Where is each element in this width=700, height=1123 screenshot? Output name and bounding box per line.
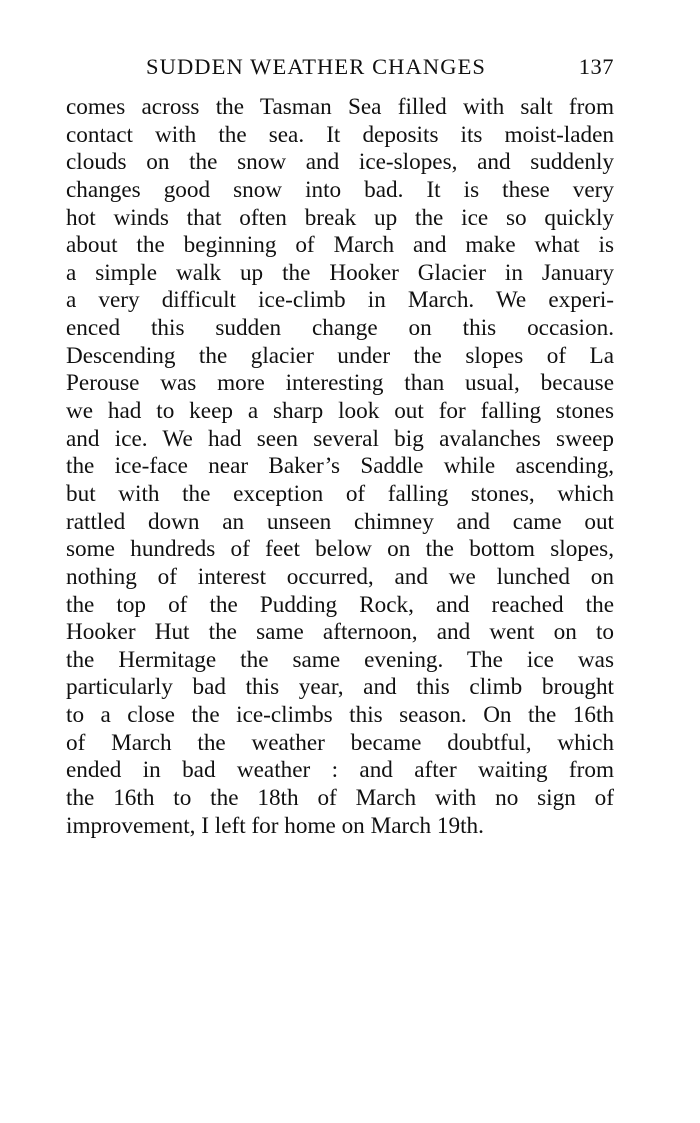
- text-line: clouds on the snow and ice-slopes, and suddenly: [66, 149, 614, 176]
- text-line: the ice-face near Baker’s Saddle while ascending,: [66, 453, 614, 480]
- text-line: changes good snow into bad. It is these very: [66, 176, 614, 203]
- page-number: 137: [578, 54, 614, 79]
- text-line: rattled down an unseen chimney and came out: [66, 508, 614, 535]
- text-line: to a close the ice-climbs this season. On the 16th: [66, 702, 614, 729]
- text-line: the top of the Pudding Rock, and reached the: [66, 591, 614, 618]
- text-line: the 16th to the 18th of March with no sign of: [66, 785, 614, 812]
- text-line: but with the exception of falling stones, which: [66, 480, 614, 507]
- body-paragraph: [66, 94, 614, 840]
- text-line: ended in bad weather : and after waiting from: [66, 757, 614, 784]
- text-line: Descending the glacier under the slopes of La: [66, 342, 614, 369]
- text-line: the Hermitage the same evening. The ice was: [66, 646, 614, 673]
- text-line: enced this sudden change on this occasion.: [66, 315, 614, 342]
- text-line: about the beginning of March and make what is: [66, 232, 614, 259]
- text-line-last: improvement, I left for home on March 19th.: [66, 812, 484, 839]
- text-line: of March the weather became doubtful, which: [66, 729, 614, 756]
- text-line: hot winds that often break up the ice so quickly: [66, 204, 614, 231]
- text-line: Hooker Hut the same afternoon, and went on to: [66, 619, 614, 646]
- running-title: SUDDEN WEATHER CHANGES: [146, 54, 487, 79]
- running-head: [66, 54, 614, 84]
- text-line: a simple walk up the Hooker Glacier in January: [66, 259, 614, 286]
- text-line: Perouse was more interesting than usual, because: [66, 370, 614, 397]
- text-line: comes across the Tasman Sea filled with salt from: [66, 94, 614, 120]
- text-line: particularly bad this year, and this climb brought: [66, 674, 614, 701]
- text-line: we had to keep a sharp look out for falling stones: [66, 398, 614, 425]
- text-line: contact with the sea. It deposits its moist-laden: [66, 121, 614, 148]
- text-line: a very difficult ice-climb in March. We experi-: [66, 287, 614, 314]
- text-line: nothing of interest occurred, and we lunched on: [66, 563, 614, 590]
- text-line: and ice. We had seen several big avalanches sweep: [66, 425, 614, 452]
- text-line: some hundreds of feet below on the bottom slopes,: [66, 536, 614, 563]
